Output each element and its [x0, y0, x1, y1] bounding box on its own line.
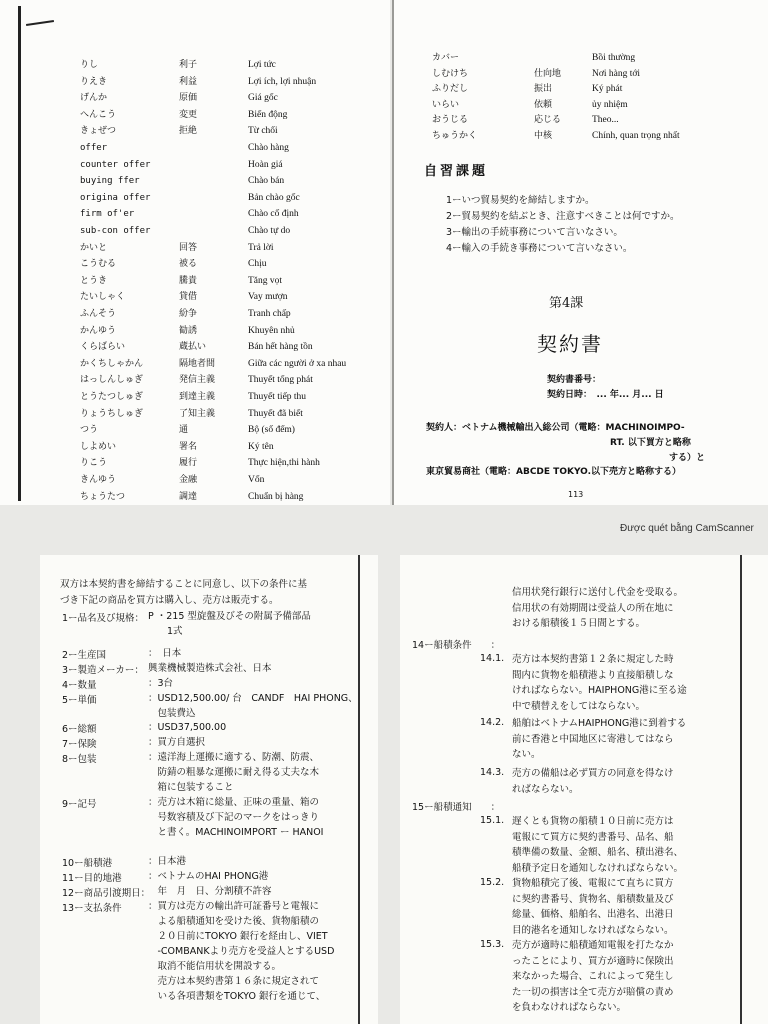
vocab-meaning: Giữa các người ở xa nhau [248, 358, 347, 369]
contract-page-top [392, 0, 768, 505]
vocab-row [0, 323, 390, 339]
vocab-meaning: Tăng vọt [248, 275, 283, 286]
clause-number: 15.2. [480, 877, 505, 888]
vocab-reading: はっしんしゅぎ [80, 375, 144, 386]
vocab-page-left [0, 0, 390, 505]
vocab-reading: いらい [432, 99, 460, 110]
vocab-row [0, 389, 390, 405]
party-buyer-cont: RT. 以下買方と略称 [610, 438, 691, 448]
vocab-row [0, 240, 390, 256]
vocab-meaning: Lợi ích, lợi nhuận [248, 76, 317, 87]
contract-date: 契約日時： ... 年... 月... 日 [547, 390, 664, 400]
clause-label: 8ー包装 [62, 754, 97, 765]
vocab-meaning: Trả lời [248, 242, 274, 253]
clause-label: 4ー数量 [62, 680, 97, 691]
vocab-meaning: Chịu [248, 259, 267, 270]
vocab-reading: きょぜつ [80, 126, 117, 137]
clause-label: 2ー生産国 [62, 650, 107, 661]
vocab-row [392, 112, 768, 128]
vocab-meaning: Nơi hàng tới [592, 68, 641, 79]
vocab-row [0, 306, 390, 322]
self-study-question: 1ーいつ貿易契約を締結しますか。 [446, 195, 595, 206]
vocab-row [0, 157, 390, 173]
vocab-kanji: 応じる [534, 115, 562, 125]
clause-value: 興業機械製造株式会社、日本 [148, 663, 272, 674]
vocab-kanji: 騰貴 [179, 275, 198, 286]
vocab-meaning: Từ chối [248, 126, 278, 137]
vocab-reading: かくちしゃかん [80, 358, 144, 369]
clause-label: 3ー製造メーカー： [62, 665, 144, 676]
vocab-meaning: Hoàn giá [248, 159, 283, 170]
vocab-reading: とうき [80, 275, 108, 286]
clause-value: ：遠洋海上運搬に適する、防潮、防震、 防錆の粗暴な運搬に耐え得る丈夫な木 箱に包装すること [148, 752, 320, 793]
vocab-reading: げんか [80, 93, 108, 104]
vocab-row [0, 455, 390, 471]
vocab-meaning: Lợi tức [248, 60, 276, 70]
vocab-meaning: Theo... [592, 115, 619, 125]
vocab-reading: ちゅうかく [432, 130, 478, 141]
vocab-meaning: Chào tự do [248, 226, 291, 236]
vocab-row [392, 81, 768, 97]
vocab-row [392, 128, 768, 144]
vocab-row [0, 273, 390, 289]
contract-number: 契約書番号： [547, 375, 602, 385]
vocab-kanji: 金融 [179, 475, 198, 485]
party-buyer: 契約人：ベトナム機械輸出入総公司（電略：MACHINOIMPO- [426, 423, 685, 433]
vocab-meaning: Thuyết tiếp thu [248, 392, 307, 402]
scan-mark [26, 20, 54, 26]
vocab-row [0, 356, 390, 372]
vocab-row [0, 422, 390, 438]
clause-number: 14.3. [480, 767, 505, 778]
clause-value: ：買方自選択 [148, 737, 206, 748]
vocab-reading: しむけち [432, 68, 469, 79]
vocab-meaning: ủy nhiệm [592, 99, 628, 110]
vocab-row [0, 339, 390, 355]
page-edge [358, 555, 360, 1024]
self-study-question: 4ー輸入の手続き事務について言いなさい。 [446, 243, 633, 254]
vocab-kanji: 回答 [179, 242, 198, 253]
vocab-meaning: Chính, quan trọng nhất [592, 130, 680, 141]
self-study-question: 3ー輸出の手続事務について言いなさい。 [446, 227, 623, 238]
vocab-meaning: Chuẩn bị hàng [248, 491, 304, 502]
vocab-reading: こうむる [80, 259, 117, 270]
vocab-meaning: Chào bán [248, 176, 285, 187]
vocab-row [0, 256, 390, 272]
vocab-reading: とうたつしゅぎ [80, 392, 144, 402]
self-study-heading: 自習課題 [424, 164, 489, 179]
vocab-row [0, 289, 390, 305]
clause-number: 15.1. [480, 815, 505, 826]
scanner-watermark: Được quét bằng CamScanner [620, 523, 754, 534]
vocab-meaning: Bộ (số đếm) [248, 425, 295, 436]
vocab-kanji: 利益 [179, 76, 198, 87]
vocab-row [0, 406, 390, 422]
vocab-reading: buying ffer [80, 176, 140, 187]
vocab-kanji: 貸借 [179, 292, 198, 303]
clause-text: 売方が適時に船積通知電報を打たなか ったことにより、買方が適時に保険出 来なかった場合、これによって発生し た一切の損害は全て売方が賠償の責め を負わなければならない。 [512, 940, 674, 1013]
contract-page-bottom-left [40, 555, 378, 1024]
clause-number: 14.1. [480, 653, 505, 664]
vocab-row [0, 90, 390, 106]
party-seller: 東京貿易商社（電略：ABCDE TOKYO.以下売方と略称する） [426, 467, 682, 477]
vocab-row [0, 173, 390, 189]
vocab-kanji: 到達主義 [179, 392, 216, 402]
clause-label: 10ー船積港 [62, 858, 113, 869]
vocab-meaning: Vay mượn [248, 292, 288, 303]
vocab-reading: りし [80, 60, 99, 70]
vocab-row [0, 223, 390, 239]
clause-text: 売方は本契約書第１２条に規定した時 間内に貨物を船積港より直接船積しな ければならない。HAIPHONG港に至る途 中で積替えをしてはならない。 [512, 654, 687, 712]
vocab-meaning: Thuyết đã biết [248, 408, 303, 419]
vocab-kanji: 紛争 [179, 309, 198, 319]
vocab-reading: きんゆう [80, 475, 117, 485]
vocab-reading: ふんそう [80, 309, 117, 319]
vocab-meaning: Ký tên [248, 441, 274, 452]
vocab-kanji: 振出 [534, 84, 553, 94]
vocab-reading: sub-con offer [80, 226, 151, 236]
vocab-kanji: 履行 [179, 458, 198, 469]
self-study-question: 2ー貿易契約を結ぶとき、注意すべきことは何ですか。 [446, 211, 680, 222]
vocab-kanji: 発信主義 [179, 375, 216, 386]
vocab-reading: かんゆう [80, 325, 117, 336]
vocab-kanji: 勧誘 [179, 325, 198, 336]
contract-intro: 双方は本契約書を締結することに同意し、以下の条件に基 づき下記の商品を買方は購入し、売方は販売する。 [60, 579, 308, 606]
vocab-row [0, 107, 390, 123]
vocab-meaning: Thuyết tống phát [248, 375, 313, 386]
contract-page-bottom-right [400, 555, 768, 1024]
clause-value: 年 月 日、分割積不許容 [148, 886, 272, 897]
clause-number: 14.2. [480, 717, 505, 728]
clause-label: 6ー総額 [62, 724, 97, 735]
vocab-kanji: 隔地者間 [179, 358, 216, 369]
vocab-meaning: Bán hết hàng tồn [248, 342, 313, 353]
clause-text: 売方の備船は必ず買方の同意を得なけ ればならない。 [512, 768, 674, 795]
vocab-meaning: Chào cố định [248, 209, 299, 220]
vocab-kanji: 通 [179, 425, 189, 436]
vocab-kanji: 署名 [179, 441, 198, 452]
clause14-label: 14ー船積条件 ： [412, 640, 501, 651]
vocab-kanji: 依頼 [534, 99, 553, 110]
vocab-reading: りょうちしゅぎ [80, 408, 144, 419]
vocab-meaning: Ký phát [592, 84, 623, 94]
lesson-number: 第4課 [549, 296, 584, 311]
vocab-kanji: 原価 [179, 93, 198, 104]
vocab-kanji: 中核 [534, 130, 553, 141]
party-buyer-end: する）と [669, 453, 706, 463]
vocab-row [0, 472, 390, 488]
clause-label: 1ー品名及び規格： [62, 613, 145, 624]
vocab-kanji: 調達 [179, 491, 198, 502]
clause-value: ：買方は売方の輸出許可証番号と電報に よる船積通知を受けた後、貨物船積の ２０日前にTOKYO 銀行を経由し、VIET -COMBANKより売方を受益人とするUSD 取消不能信用状を開設する。 売方は本契約書第１６条に規定されて いる各項書類をTOKYO 銀行を通じて、 [148, 901, 335, 1002]
vocab-reading: りこう [80, 458, 108, 469]
clause-label: 12ー商品引渡期日： [62, 888, 151, 899]
clause15-label: 15ー船積通知 ： [412, 802, 501, 813]
clause-value: ：ベトナムのHAI PHONG港 [148, 871, 269, 882]
vocab-reading: counter offer [80, 159, 151, 170]
clause-value: ： 日本 [148, 648, 182, 659]
vocab-reading: たいしゃく [80, 292, 126, 303]
clause-number: 15.3. [480, 939, 505, 950]
vocab-row [0, 190, 390, 206]
vocab-row [0, 140, 390, 156]
page-edge [740, 555, 742, 1024]
clause-value: P ・215 型旋盤及びその附属予備部品 1式 [148, 611, 311, 637]
vocab-meaning: Tranh chấp [248, 309, 291, 319]
clause-text: 貨物船積完了後、電報にて直ちに買方 に契約書番号、貨物名、船積数量及び 総量、価格、船舶名、出港名、出港日 目的港名を通知しなければならない。 [512, 878, 674, 936]
vocab-reading: しよめい [80, 441, 117, 452]
vocab-kanji: 仕向地 [534, 68, 562, 79]
vocab-row [0, 439, 390, 455]
vocab-reading: つう [80, 425, 99, 436]
vocab-reading: カバー [432, 53, 460, 63]
clause-label: 9ー記号 [62, 799, 97, 810]
page-number: 113 [568, 490, 584, 499]
vocab-kanji: 利子 [179, 60, 198, 70]
clause-value: ：3台 [148, 678, 174, 689]
clause-label: 7ー保険 [62, 739, 97, 750]
vocab-meaning: Bồi thường [592, 53, 636, 63]
clause-value: ：USD37,500.00 [148, 722, 227, 733]
vocab-row [392, 66, 768, 82]
vocab-row [0, 123, 390, 139]
vocab-kanji: 了知主義 [179, 408, 216, 419]
vocab-reading: りえき [80, 76, 108, 87]
clause-value: ：日本港 [148, 856, 187, 867]
clause-label: 13ー支払条件 [62, 903, 122, 914]
clause-text: 船舶はベトナムHAIPHONG港に到着する 前に香港と中国地区に寄港してはなら ない。 [512, 718, 687, 760]
clause-text: 遅くとも貨物の船積１０日前に売方は 電報にて買方に契約書番号、品名、船 積準備の数量、金額、船名、積出港名、 船積予定日を通知しなければならない。 [512, 816, 684, 874]
vocab-row [0, 74, 390, 90]
vocab-kanji: 被る [179, 259, 198, 270]
vocab-kanji: 蔵払い [179, 342, 207, 353]
clause-label: 11ー目的地港 [62, 873, 122, 884]
vocab-kanji: 変更 [179, 109, 198, 120]
vocab-reading: ちょうたつ [80, 491, 126, 502]
vocab-reading: offer [80, 143, 108, 153]
vocab-reading: firm of'er [80, 209, 135, 220]
vocab-reading: おうじる [432, 115, 469, 125]
vocab-row [392, 97, 768, 113]
vocab-meaning: Chào hàng [248, 143, 289, 153]
vocab-reading: ふりだし [432, 84, 469, 94]
vocab-row [0, 206, 390, 222]
clause-label: 5ー単価 [62, 695, 97, 706]
vocab-reading: origina offer [80, 192, 151, 203]
vocab-reading: くらばらい [80, 342, 126, 353]
vocab-kanji: 拒絶 [179, 126, 198, 137]
vocab-meaning: Bản chào gốc [248, 192, 300, 203]
vocab-row [0, 372, 390, 388]
contract-title: 契約書 [537, 332, 603, 356]
clause13-continuation: 信用状発行銀行に送付し代金を受取る。 信用状の有効期間は受益人の所在地に おける船積後１５日間とする。 [512, 587, 684, 629]
vocab-meaning: Khuyên nhủ [248, 325, 295, 336]
vocab-meaning: Thực hiện,thi hành [248, 458, 320, 469]
vocab-reading: かいと [80, 242, 108, 253]
vocab-row [0, 57, 390, 73]
vocab-row [0, 489, 390, 505]
vocab-meaning: Giá gốc [248, 93, 278, 104]
vocab-meaning: Vốn [248, 475, 265, 485]
vocab-meaning: Biến động [248, 109, 288, 120]
clause-value: ：USD12,500.00/ 台 CANDF HAI PHONG、 包装費込 [148, 693, 358, 719]
clause-value: ：売方は木箱に総量、正味の重量、箱の 号数容積及び下記のマークをはっきり と書く。MACHINOIMPORT ー HANOI [148, 797, 324, 838]
vocab-row [392, 50, 768, 66]
vocab-reading: へんこう [80, 109, 117, 120]
